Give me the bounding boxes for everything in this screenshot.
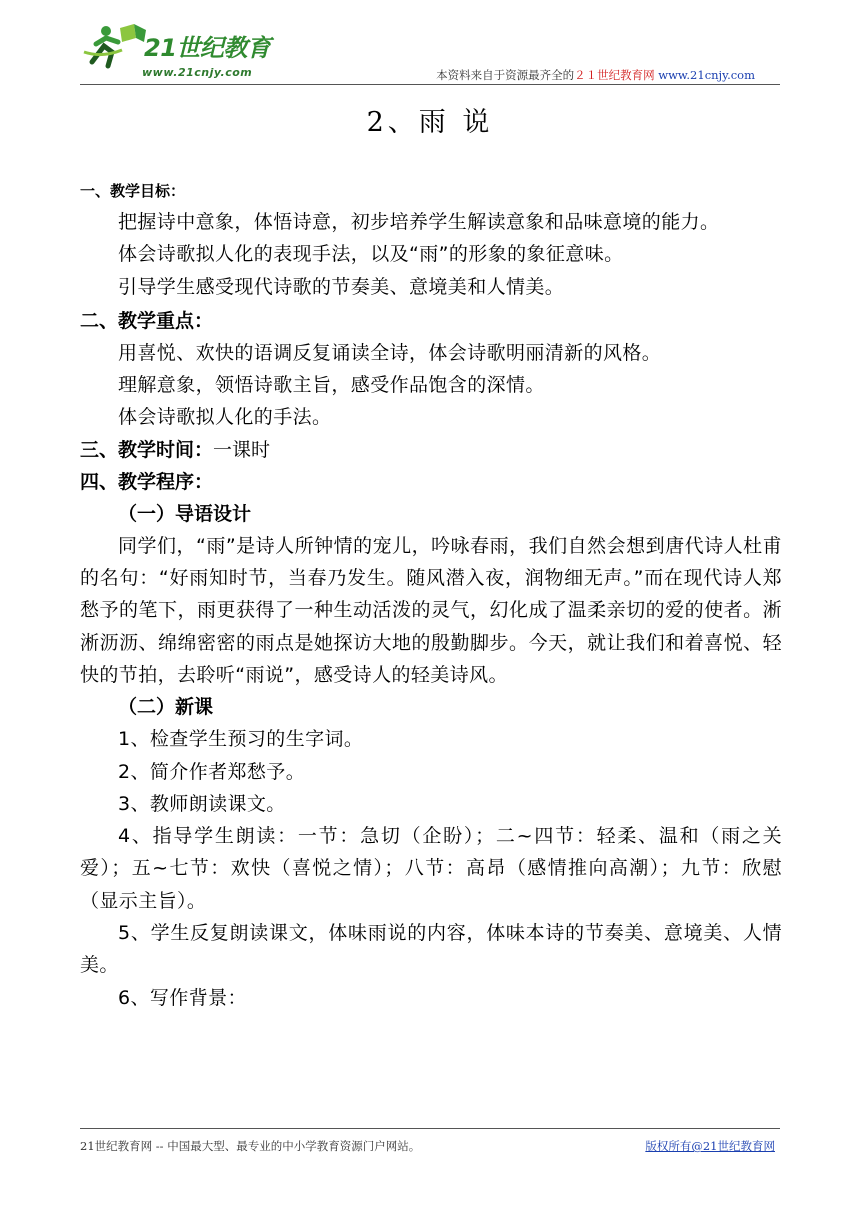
footer-site-description: 21世纪教育网 -- 中国最大型、最专业的中小学教育资源门户网站。 [80, 1139, 421, 1153]
lesson-step: 1、检查学生预习的生字词。 [118, 728, 364, 751]
footer-copyright-link[interactable]: 版权所有@21世纪教育网 [645, 1139, 775, 1153]
header-note-prefix: 本资料来自于资源最齐全的 [436, 68, 575, 82]
goal-item: 把握诗中意象，体悟诗意，初步培养学生解读意象和品味意境的能力。 [118, 211, 720, 233]
logo-wordmark: 21世纪教育 [144, 34, 271, 62]
key-point-item: 体会诗歌拟人化的手法。 [118, 406, 332, 429]
header-note [436, 67, 755, 83]
key-point-item: 用喜悦、欢快的语调反复诵读全诗，体会诗歌明丽清新的风格。 [118, 341, 662, 364]
page-title: 2、雨 说 [366, 107, 494, 138]
section-teaching-time [80, 434, 782, 466]
section-heading-key-points: 二、教学重点： [80, 309, 214, 332]
section-heading-time: 三、教学时间： [80, 438, 214, 461]
document-body [80, 176, 782, 1014]
goal-item: 体会诗歌拟人化的表现手法，以及“雨”的形象的象征意味。 [118, 243, 624, 266]
lesson-step: 4、指导学生朗读：一节：急切（企盼）；二~四节：轻柔、温和（雨之关爱）；五~七节：欢快（喜悦之情）；八节：高昂（感情推向高潮）；九节：欣慰（显示主旨）。 [80, 825, 782, 912]
lesson-step: 5、学生反复朗读课文，体味雨说的内容，体味本诗的节奏美、意境美、人情美。 [80, 922, 782, 977]
key-point-item: 理解意象，领悟诗歌主旨，感受作品饱含的深情。 [118, 374, 545, 397]
section-heading-goals: 一、教学目标： [80, 182, 186, 200]
header-divider [80, 84, 780, 85]
section-heading-procedure: 四、教学程序： [80, 470, 214, 493]
subsection-heading-intro: （一）导语设计 [118, 502, 252, 525]
logo-tagline: www.21cnjy.com [142, 66, 253, 79]
header-note-url[interactable]: www.21cnjy.com [658, 68, 755, 82]
lesson-step: 6、写作背景： [118, 986, 247, 1009]
lesson-step: 3、教师朗读课文。 [118, 792, 286, 815]
goal-item: 引导学生感受现代诗歌的节奏美、意境美和人情美。 [118, 275, 565, 298]
site-logo[interactable] [82, 22, 292, 84]
subsection-heading-new-lesson: （二）新课 [118, 696, 214, 719]
intro-paragraph: 同学们，“雨”是诗人所钟情的宠儿，吟咏春雨，我们自然会想到唐代诗人杜甫的名句：“好雨知时节，当春乃发生。随风潜入夜，润物细无声。”而在现代诗人郑愁予的笔下，雨更获得了一种生动活泼的灵气，幻化成了温柔亲切的爱的使者。淅淅沥沥、绵绵密密的雨点是她探访大地的殷勤脚步。今天，就让我们和着喜悦、轻快的节拍，去聆听“雨说”，感受诗人的轻美诗风。 [80, 534, 782, 686]
footer-divider [80, 1128, 780, 1129]
teaching-time-value: 一课时 [213, 438, 271, 461]
lesson-step: 2、简介作者郑愁予。 [118, 760, 306, 783]
header-note-highlight: ２１世纪教育网 [574, 68, 655, 82]
